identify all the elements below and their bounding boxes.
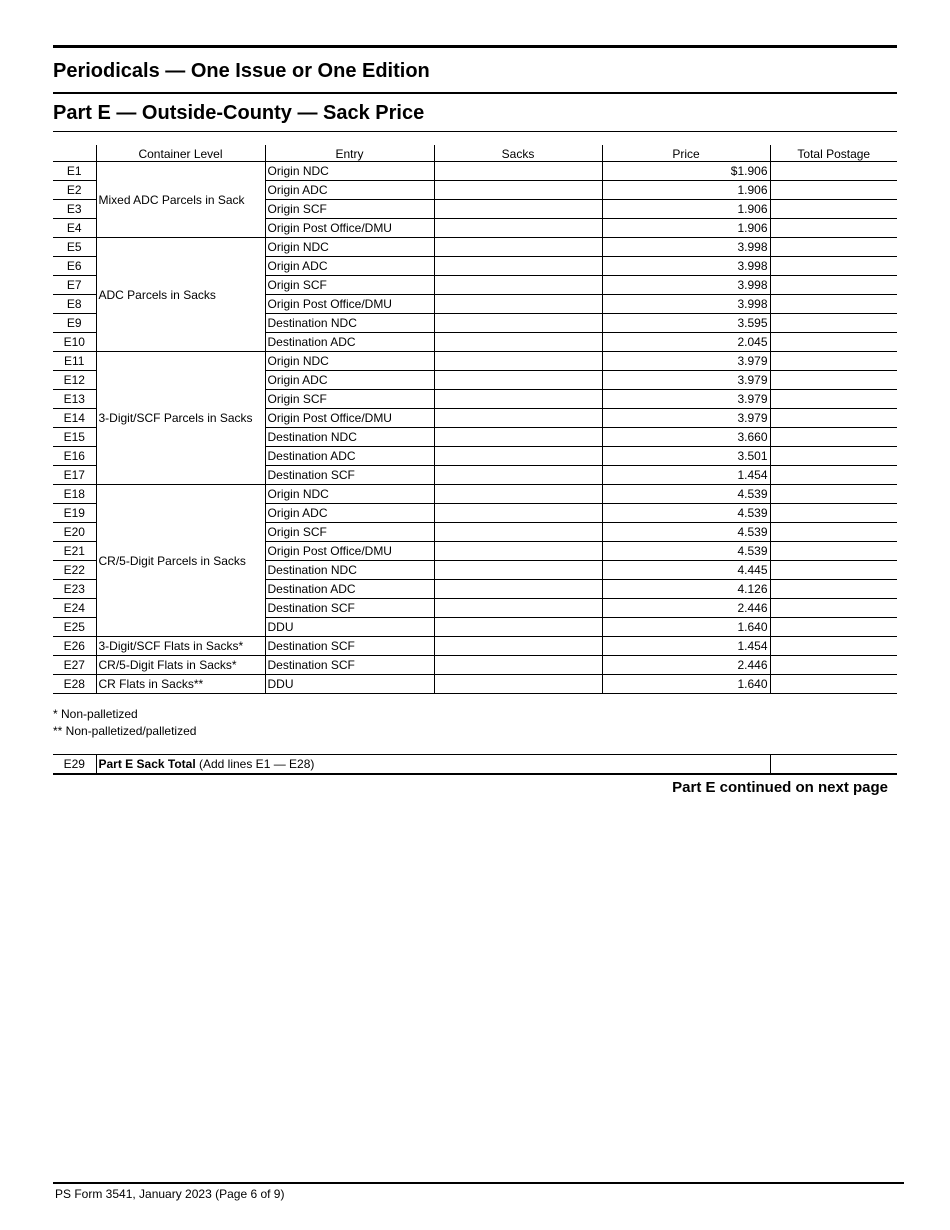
total-postage-input-cell[interactable] [770, 542, 897, 561]
price-cell: 1.906 [602, 181, 770, 200]
total-postage-input-cell[interactable] [770, 295, 897, 314]
sacks-input-cell[interactable] [434, 276, 602, 295]
entry-cell: Origin SCF [265, 276, 434, 295]
line-number: E2 [53, 181, 96, 200]
line-number: E5 [53, 238, 96, 257]
top-rule [53, 45, 897, 48]
line-number: E10 [53, 333, 96, 352]
total-postage-input-cell[interactable] [770, 219, 897, 238]
price-cell: 4.539 [602, 523, 770, 542]
part-title: Part E — Outside-County — Sack Price [53, 102, 425, 124]
sacks-input-cell[interactable] [434, 428, 602, 447]
total-postage-input-cell[interactable] [770, 162, 897, 181]
total-postage-input-cell[interactable] [770, 656, 897, 675]
total-label-instruction: (Add lines E1 — E28) [195, 757, 315, 771]
total-postage-input-cell[interactable] [770, 675, 897, 694]
entry-cell: Destination NDC [265, 561, 434, 580]
sacks-input-cell[interactable] [434, 314, 602, 333]
price-cell: $1.906 [602, 162, 770, 181]
line-number: E3 [53, 200, 96, 219]
column-header-sacks: Sacks [434, 145, 602, 162]
sacks-input-cell[interactable] [434, 333, 602, 352]
total-postage-input-cell[interactable] [770, 409, 897, 428]
sacks-input-cell[interactable] [434, 371, 602, 390]
entry-cell: Origin SCF [265, 200, 434, 219]
column-header-price: Price [602, 145, 770, 162]
table-row [53, 162, 897, 181]
total-label [96, 755, 770, 775]
total-postage-input-cell[interactable] [770, 352, 897, 371]
price-cell: 1.906 [602, 200, 770, 219]
total-postage-field[interactable] [770, 755, 897, 775]
total-postage-input-cell[interactable] [770, 618, 897, 637]
table-body [53, 162, 897, 694]
line-number: E19 [53, 504, 96, 523]
price-cell: 3.998 [602, 295, 770, 314]
total-postage-input-cell[interactable] [770, 580, 897, 599]
entry-cell: Origin SCF [265, 523, 434, 542]
total-postage-input-cell[interactable] [770, 390, 897, 409]
sacks-input-cell[interactable] [434, 162, 602, 181]
price-cell: 3.998 [602, 276, 770, 295]
line-number: E15 [53, 428, 96, 447]
total-postage-input-cell[interactable] [770, 333, 897, 352]
sacks-input-cell[interactable] [434, 352, 602, 371]
total-postage-input-cell[interactable] [770, 599, 897, 618]
line-number: E16 [53, 447, 96, 466]
entry-cell: Origin Post Office/DMU [265, 295, 434, 314]
sacks-input-cell[interactable] [434, 618, 602, 637]
container-level-cell: Mixed ADC Parcels in Sack [96, 162, 265, 238]
entry-cell: Origin SCF [265, 390, 434, 409]
entry-cell: Destination ADC [265, 333, 434, 352]
line-number: E26 [53, 637, 96, 656]
price-cell: 3.501 [602, 447, 770, 466]
entry-cell: Origin ADC [265, 181, 434, 200]
total-postage-input-cell[interactable] [770, 276, 897, 295]
line-number: E12 [53, 371, 96, 390]
price-cell: 3.979 [602, 409, 770, 428]
entry-cell: Origin ADC [265, 504, 434, 523]
price-cell: 2.045 [602, 333, 770, 352]
total-label-bold: Part E Sack Total [98, 757, 196, 771]
line-number: E8 [53, 295, 96, 314]
entry-cell: Origin NDC [265, 485, 434, 504]
total-postage-input-cell[interactable] [770, 428, 897, 447]
container-level-cell: CR Flats in Sacks** [96, 675, 265, 694]
entry-cell: DDU [265, 675, 434, 694]
sacks-input-cell[interactable] [434, 485, 602, 504]
price-cell: 1.454 [602, 466, 770, 485]
total-postage-input-cell[interactable] [770, 504, 897, 523]
entry-cell: Origin ADC [265, 257, 434, 276]
sacks-input-cell[interactable] [434, 409, 602, 428]
line-number: E23 [53, 580, 96, 599]
sacks-input-cell[interactable] [434, 580, 602, 599]
container-level-cell: 3-Digit/SCF Parcels in Sacks [96, 352, 265, 485]
continued-note: Part E continued on next page [672, 779, 888, 796]
entry-cell: Origin Post Office/DMU [265, 219, 434, 238]
line-number: E27 [53, 656, 96, 675]
entry-cell: Destination ADC [265, 447, 434, 466]
sacks-input-cell[interactable] [434, 561, 602, 580]
table-header-row [53, 145, 897, 162]
total-postage-input-cell[interactable] [770, 485, 897, 504]
total-line-number: E29 [63, 757, 85, 771]
total-postage-input-cell[interactable] [770, 200, 897, 219]
price-cell: 1.454 [602, 637, 770, 656]
entry-cell: Destination ADC [265, 580, 434, 599]
entry-cell: Destination NDC [265, 314, 434, 333]
price-cell: 3.595 [602, 314, 770, 333]
price-cell: 4.539 [602, 485, 770, 504]
footer-rule [53, 1182, 904, 1184]
sacks-input-cell[interactable] [434, 295, 602, 314]
price-cell: 3.979 [602, 352, 770, 371]
entry-cell: Destination SCF [265, 656, 434, 675]
sacks-input-cell[interactable] [434, 675, 602, 694]
table-row [53, 485, 897, 504]
line-number: E20 [53, 523, 96, 542]
container-level-cell: CR/5-Digit Flats in Sacks* [96, 656, 265, 675]
line-number: E14 [53, 409, 96, 428]
price-cell: 1.906 [602, 219, 770, 238]
container-level-cell: 3-Digit/SCF Flats in Sacks* [96, 637, 265, 656]
price-cell: 4.445 [602, 561, 770, 580]
sacks-input-cell[interactable] [434, 200, 602, 219]
line-number: E13 [53, 390, 96, 409]
column-header-entry: Entry [265, 145, 434, 162]
entry-cell: Origin NDC [265, 162, 434, 181]
entry-cell: Origin NDC [265, 238, 434, 257]
entry-cell: DDU [265, 618, 434, 637]
page-title: Periodicals — One Issue or One Edition [53, 60, 430, 82]
entry-cell: Destination NDC [265, 428, 434, 447]
sacks-input-cell[interactable] [434, 390, 602, 409]
sacks-input-cell[interactable] [434, 238, 602, 257]
line-number: E17 [53, 466, 96, 485]
sacks-input-cell[interactable] [434, 219, 602, 238]
entry-cell: Origin ADC [265, 371, 434, 390]
total-postage-input-cell[interactable] [770, 238, 897, 257]
footnotes [53, 706, 196, 740]
sacks-input-cell[interactable] [434, 181, 602, 200]
line-number: E6 [53, 257, 96, 276]
sack-total-table [53, 754, 897, 775]
column-header-container-level: Container Level [96, 145, 265, 162]
entry-cell: Origin Post Office/DMU [265, 542, 434, 561]
sacks-input-cell[interactable] [434, 523, 602, 542]
entry-cell: Origin Post Office/DMU [265, 409, 434, 428]
line-number: E9 [53, 314, 96, 333]
line-number: E22 [53, 561, 96, 580]
line-number: E7 [53, 276, 96, 295]
total-postage-input-cell[interactable] [770, 181, 897, 200]
sacks-input-cell[interactable] [434, 656, 602, 675]
price-cell: 1.640 [602, 675, 770, 694]
entry-cell: Destination SCF [265, 599, 434, 618]
table-row [53, 352, 897, 371]
price-cell: 4.539 [602, 504, 770, 523]
sacks-input-cell[interactable] [434, 466, 602, 485]
line-number: E21 [53, 542, 96, 561]
total-postage-input-cell[interactable] [770, 314, 897, 333]
total-row [53, 755, 897, 775]
entry-cell: Destination SCF [265, 466, 434, 485]
total-postage-input-cell[interactable] [770, 637, 897, 656]
table-row [53, 238, 897, 257]
total-postage-input-cell[interactable] [770, 523, 897, 542]
price-cell: 3.979 [602, 390, 770, 409]
price-cell: 4.539 [602, 542, 770, 561]
price-cell: 1.640 [602, 618, 770, 637]
line-number: E25 [53, 618, 96, 637]
price-cell: 4.126 [602, 580, 770, 599]
container-level-cell: ADC Parcels in Sacks [96, 238, 265, 352]
total-postage-input-cell[interactable] [770, 371, 897, 390]
entry-cell: Destination SCF [265, 637, 434, 656]
column-header-total-postage: Total Postage [770, 145, 897, 162]
form-footer: PS Form 3541, January 2023 (Page 6 of 9) [55, 1187, 285, 1201]
total-postage-input-cell[interactable] [770, 466, 897, 485]
sacks-input-cell[interactable] [434, 599, 602, 618]
table-row [53, 675, 897, 694]
table-row [53, 656, 897, 675]
price-cell: 3.998 [602, 257, 770, 276]
sacks-input-cell[interactable] [434, 504, 602, 523]
entry-cell: Origin NDC [265, 352, 434, 371]
total-postage-input-cell[interactable] [770, 561, 897, 580]
line-number: E1 [53, 162, 96, 181]
total-postage-input-cell[interactable] [770, 447, 897, 466]
price-cell: 2.446 [602, 656, 770, 675]
column-header-line [53, 145, 96, 162]
table-row [53, 637, 897, 656]
section-rule [53, 131, 897, 132]
sacks-input-cell[interactable] [434, 542, 602, 561]
sacks-input-cell[interactable] [434, 447, 602, 466]
footnote: ** Non-palletized/palletized [53, 724, 197, 738]
sacks-input-cell[interactable] [434, 257, 602, 276]
line-number: E4 [53, 219, 96, 238]
line-number: E11 [53, 352, 96, 371]
sack-price-table [53, 145, 897, 694]
footnote: * Non-palletized [53, 707, 138, 721]
line-number: E28 [53, 675, 96, 694]
price-cell: 3.979 [602, 371, 770, 390]
container-level-cell: CR/5-Digit Parcels in Sacks [96, 485, 265, 637]
title-rule [53, 92, 897, 94]
line-number: E18 [53, 485, 96, 504]
line-number: E24 [53, 599, 96, 618]
total-postage-input-cell[interactable] [770, 257, 897, 276]
price-cell: 2.446 [602, 599, 770, 618]
price-cell: 3.660 [602, 428, 770, 447]
sacks-input-cell[interactable] [434, 637, 602, 656]
price-cell: 3.998 [602, 238, 770, 257]
